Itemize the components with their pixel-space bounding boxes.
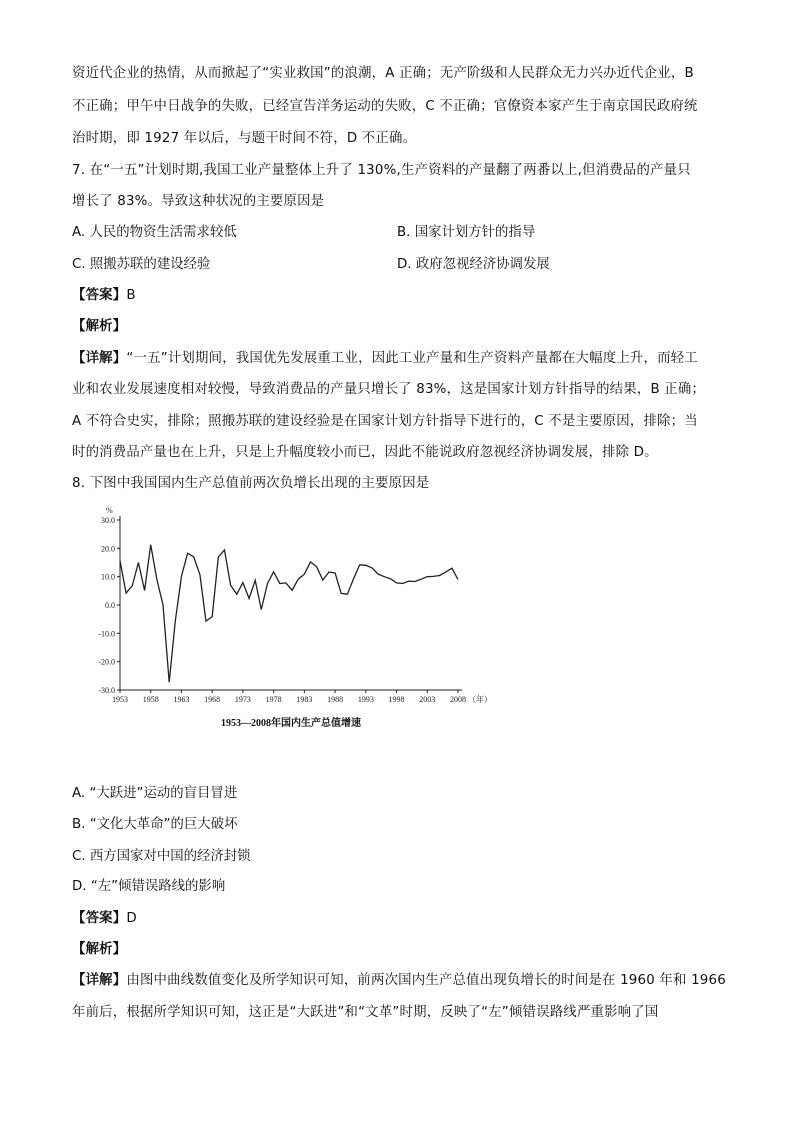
q8-option-a: A. “大跃进”运动的盲目冒进	[72, 786, 238, 801]
x-tick-label: 1988	[327, 695, 344, 704]
y-tick-label: -10.0	[98, 629, 115, 639]
q8-detail-line-1	[72, 971, 726, 991]
answer-tag: 【答案】	[72, 288, 127, 303]
answer-value: D	[126, 911, 137, 926]
q7-stem-line-2: 增长了 83%。导致这种状况的主要原因是	[72, 194, 325, 209]
detail-tag: 【详解】	[72, 351, 127, 366]
q7-answer	[72, 286, 722, 306]
answer-value: B	[126, 288, 136, 303]
q7-detail-line-4: 时的消费品产量也在上升，只是上升幅度较小而已，因此不能说政府忽视经济协调发展，排除 D。	[72, 445, 658, 460]
y-tick-label: 30.0	[101, 516, 115, 525]
q8-answer	[72, 909, 722, 929]
q8-stem: 8. 下图中我国国内生产总值前两次负增长出现的主要原因是	[72, 476, 430, 491]
q7-detail-line-3: A 不符合史实，排除；照搬苏联的建设经验是在国家计划方针指导下进行的，C 不是主要原因，排除；当	[72, 414, 698, 429]
y-tick-label: -20.0	[98, 657, 115, 667]
q7-option-c: C. 照搬苏联的建设经验	[72, 257, 211, 272]
x-tick-label: 1993	[357, 695, 374, 704]
q7-detail-line-1	[72, 349, 722, 369]
chart-title: 1953—2008年国内生产总值增速	[221, 718, 361, 729]
q7-option-a: A. 人民的物资生活需求较低	[72, 225, 237, 240]
answer-tag: 【答案】	[72, 911, 127, 926]
q8-option-d: D. “左”倾错误路线的影响	[72, 879, 226, 894]
q8-detail-line-2: 年前后，根据所学知识可知，这正是“大跃进”和“文革”时期，反映了“左”倾错误路线严重影响了国	[72, 1005, 659, 1020]
q7-option-d: D. 政府忽视经济协调发展	[397, 257, 550, 272]
x-tick-label: 2003	[419, 695, 436, 704]
x-tick-label: 1968	[204, 695, 221, 704]
chart-x-unit: （年）	[468, 695, 492, 704]
y-tick-label: 10.0	[101, 572, 115, 582]
gdp-growth-line	[120, 545, 458, 683]
x-tick-label: 1958	[142, 695, 159, 704]
x-tick-label: 1963	[173, 695, 190, 704]
q7-detail-line-2: 业和农业发展速度相对较慢，导致消费品的产量只增长了 83%，这是国家计划方针指导的结果，B 正确；	[72, 382, 706, 397]
q8-analysis-heading: 【解析】	[72, 942, 127, 957]
q7-option-b: B. 国家计划方针的指导	[397, 225, 536, 240]
q6-analysis-line-2: 不正确；甲午中日战争的失败，已经宣告洋务运动的失败，C 不正确；官僚资本家产生于南京国民政府统	[72, 99, 698, 114]
y-tick-label: 20.0	[101, 544, 115, 554]
q6-analysis-line-3: 治时期，即 1927 年以后，与题干时间不符，D 不正确。	[72, 131, 417, 146]
x-tick-label: 2008	[450, 695, 466, 704]
x-tick-label: 1998	[388, 695, 405, 704]
x-tick-label: 1983	[296, 695, 313, 704]
detail-text: “一五”计划期间，我国优先发展重工业，因此工业产量和生产资料产量都在大幅度上升，而轻工	[126, 351, 698, 366]
chart-y-ticks	[98, 516, 120, 695]
x-tick-label: 1953	[112, 695, 128, 704]
q7-stem-line-1: 7. 在“一五”计划时期,我国工业产量整体上升了 130%,生产资料的产量翻了两番以上,但消费品的产量只	[72, 163, 691, 178]
q8-option-b: B. “文化大革命”的巨大破坏	[72, 817, 238, 832]
detail-tag: 【详解】	[72, 973, 127, 988]
q7-analysis-heading: 【解析】	[72, 319, 127, 334]
q8-option-c: C. 西方国家对中国的经济封锁	[72, 849, 251, 864]
gdp-growth-chart	[84, 504, 504, 734]
detail-text: 由图中曲线数值变化及所学知识可知，前两次国内生产总值出现负增长的时间是在 1960 年和 1966	[126, 973, 726, 988]
chart-x-ticks	[112, 690, 466, 704]
x-tick-label: 1978	[265, 695, 282, 704]
q6-analysis-line-1: 资近代企业的热情，从而掀起了“实业救国”的浪潮，A 正确；无产阶级和人民群众无力兴办近代企业，B	[72, 66, 694, 81]
chart-y-unit: %	[106, 506, 113, 515]
x-tick-label: 1973	[234, 695, 251, 704]
y-tick-label: 0.0	[105, 601, 115, 610]
y-tick-label: -30.0	[98, 686, 115, 695]
